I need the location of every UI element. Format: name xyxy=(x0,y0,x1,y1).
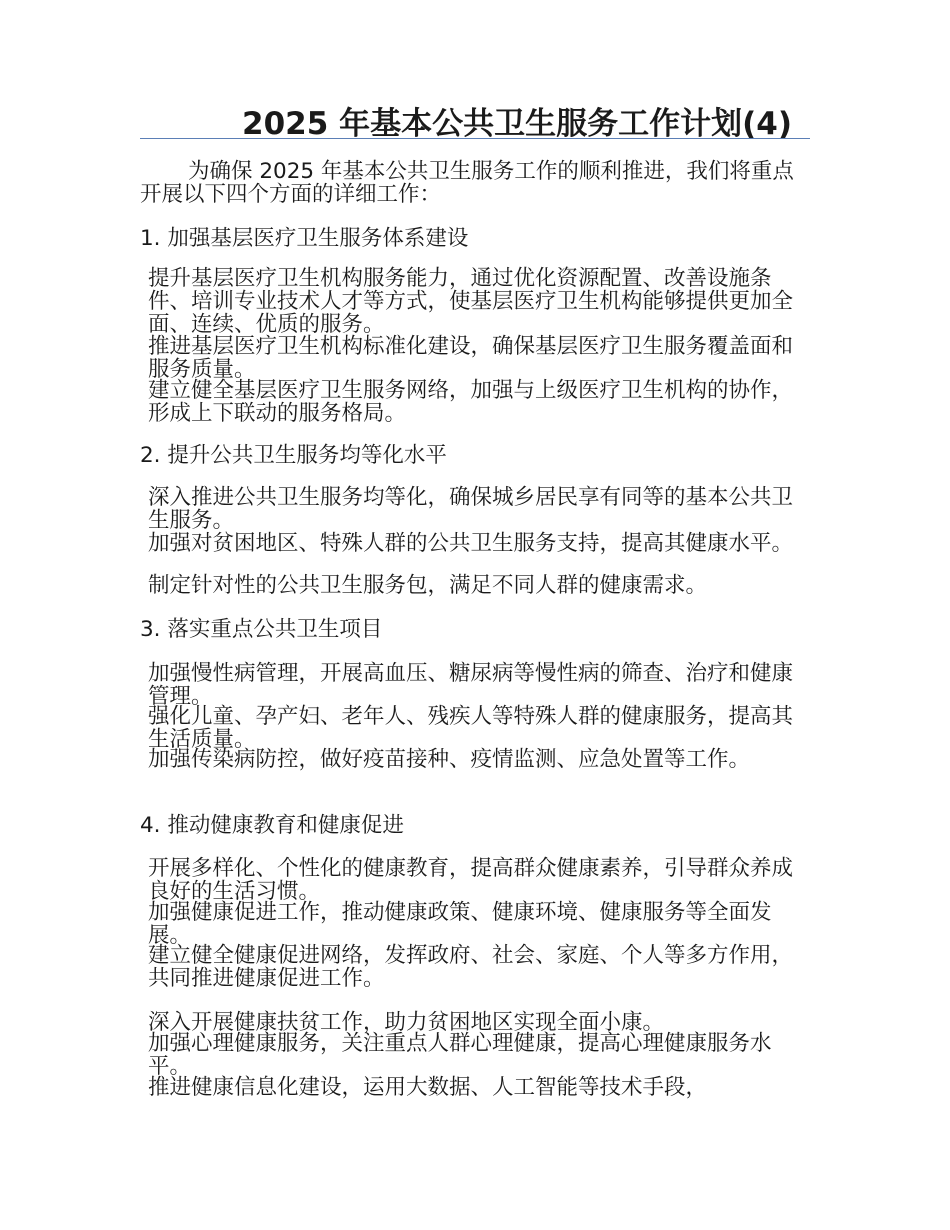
section-3-item-1: 加强慢性病管理，开展高血压、糖尿病等慢性病的筛查、治疗和健康管理。 xyxy=(148,661,794,709)
section-4-item-2: 加强健康促进工作，推动健康政策、健康环境、健康服务等全面发展。 xyxy=(148,900,772,948)
section-2-item-1: 深入推进公共卫生服务均等化，确保城乡居民享有同等的基本公共卫生服务。 xyxy=(148,485,794,533)
section-2-item-2: 加强对贫困地区、特殊人群的公共卫生服务支持，提高其健康水平。 xyxy=(148,531,794,556)
section-3-item-3: 加强传染病防控，做好疫苗接种、疫情监测、应急处置等工作。 xyxy=(148,747,751,772)
section-4-item-3: 建立健全健康促进网络，发挥政府、社会、家庭、个人等多方作用，共同推进健康促进工作。 xyxy=(148,943,794,991)
document-title: 2025 年基本公共卫生服务工作计划(4) xyxy=(242,106,792,142)
section-2-item-3: 制定针对性的公共卫生服务包，满足不同人群的健康需求。 xyxy=(148,573,708,598)
section-4-item-1: 开展多样化、个性化的健康教育，提高群众健康素养，引导群众养成良好的生活习惯。 xyxy=(148,856,794,904)
section-3-heading: 3. 落实重点公共卫生项目 xyxy=(140,617,383,642)
section-4-heading: 4. 推动健康教育和健康促进 xyxy=(140,813,404,838)
extra-item-3: 推进健康信息化建设，运用大数据、人工智能等技术手段， xyxy=(148,1075,708,1100)
extra-item-1: 深入开展健康扶贫工作，助力贫困地区实现全面小康。 xyxy=(148,1010,665,1035)
section-3-item-2: 强化儿童、孕产妇、老年人、残疾人等特殊人群的健康服务，提高其生活质量。 xyxy=(148,704,794,752)
title-underline xyxy=(140,138,810,139)
intro-paragraph: 为确保 2025 年基本公共卫生服务工作的顺利推进，我们将重点开展以下四个方面的详细工作： xyxy=(140,159,794,207)
section-1-item-2: 推进基层医疗卫生机构标准化建设，确保基层医疗卫生服务覆盖面和服务质量。 xyxy=(148,334,794,382)
section-2-heading: 2. 提升公共卫生服务均等化水平 xyxy=(140,443,447,468)
extra-item-2: 加强心理健康服务，关注重点人群心理健康，提高心理健康服务水平。 xyxy=(148,1031,772,1079)
section-1-item-3: 建立健全基层医疗卫生服务网络，加强与上级医疗卫生机构的协作，形成上下联动的服务格局。 xyxy=(148,378,794,426)
section-1-item-1: 提升基层医疗卫生机构服务能力，通过优化资源配置、改善设施条件、培训专业技术人才等方式，使基层医疗卫生机构能够提供更加全面、连续、优质的服务。 xyxy=(148,266,794,337)
section-1-heading: 1. 加强基层医疗卫生服务体系建设 xyxy=(140,226,469,251)
